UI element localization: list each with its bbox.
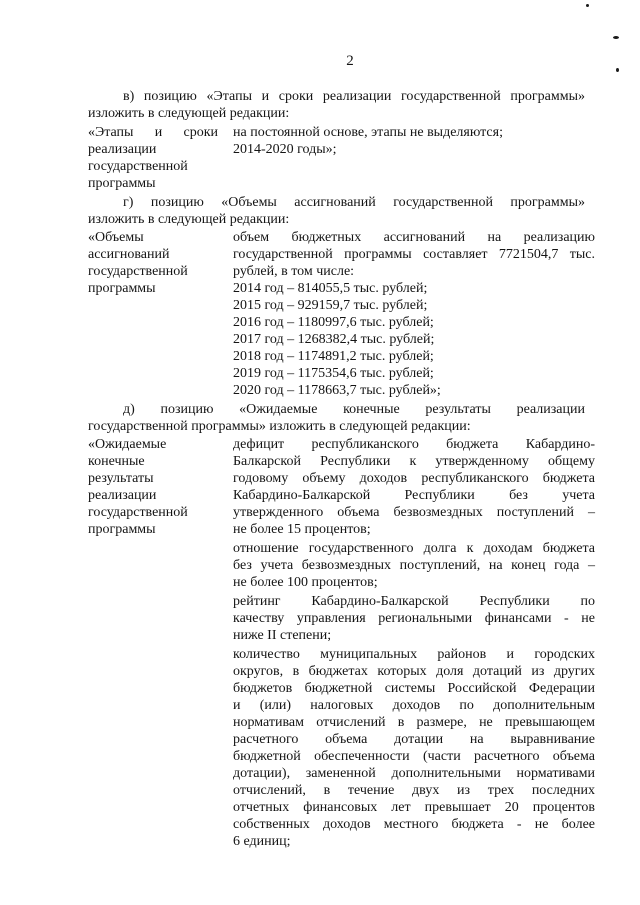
- section-d-value: без учета безвозмездных поступлений, на конец года –: [233, 558, 595, 573]
- section-v-value: 2014-2020 годы»;: [233, 142, 337, 157]
- section-g-label: программы: [88, 281, 156, 296]
- section-d-value: отчетных финансовых лет превышает 20 процентов: [233, 800, 595, 815]
- section-d-value: качеству управления региональными финансами - не: [233, 611, 595, 626]
- section-d-value: дотации), замененной дополнительными нормативами: [233, 766, 595, 781]
- section-d-value: Балкарской Республики к утвержденному общему: [233, 454, 595, 469]
- section-d-label: конечные: [88, 454, 145, 469]
- section-v-label: государственной: [88, 159, 188, 174]
- section-g-value: объем бюджетных ассигнований на реализацию: [233, 230, 595, 245]
- section-g-intro: г) позицию «Объемы ассигнований государственной программы»: [123, 195, 585, 210]
- section-d-value: ниже II степени;: [233, 628, 332, 643]
- section-d-value: отношение государственного долга к доходам бюджета: [233, 541, 595, 556]
- section-d-value: и (или) налоговых доходов по дополнительным: [233, 698, 595, 713]
- section-g-value: рублей, в том числе:: [233, 264, 355, 279]
- section-d-value: Кабардино-Балкарской Республики без учета: [233, 488, 595, 503]
- section-d-value: дефицит республиканского бюджета Кабардино-: [233, 437, 595, 452]
- section-d-value: рейтинг Кабардино-Балкарской Республики по: [233, 594, 595, 609]
- section-g-year-amount: 2018 год – 1174891,2 тыс. рублей;: [233, 349, 434, 364]
- page-number: 2: [346, 53, 354, 69]
- section-g-label: ассигнований: [88, 247, 170, 262]
- section-v-label: реализации: [88, 142, 157, 157]
- section-g-year-amount: 2015 год – 929159,7 тыс. рублей;: [233, 298, 428, 313]
- section-g-year-amount: 2016 год – 1180997,6 тыс. рублей;: [233, 315, 434, 330]
- section-d-value: не более 15 процентов;: [233, 522, 371, 537]
- section-g-value: государственной программы составляет 7721504,7 тыс.: [233, 247, 595, 262]
- section-d-value: собственных доходов местного бюджета - не более: [233, 817, 595, 832]
- section-d-value: отчислений, в течение двух из трех последних: [233, 783, 595, 798]
- section-d-intro: д) позицию «Ожидаемые конечные результаты реализации: [123, 402, 585, 417]
- section-d-intro-cont: государственной программы» изложить в следующей редакции:: [88, 419, 471, 434]
- section-v-intro: в) позицию «Этапы и сроки реализации государственной программы»: [123, 89, 585, 104]
- section-v-label: программы: [88, 176, 156, 191]
- section-d-value: бюджетной обеспеченности (части расчетного объема: [233, 749, 595, 764]
- section-d-label: результаты: [88, 471, 154, 486]
- section-d-value: расчетного объема дотации на выравнивание: [233, 732, 595, 747]
- section-d-value: годовому объему доходов республиканского бюджета: [233, 471, 595, 486]
- section-d-label: реализации: [88, 488, 157, 503]
- section-g-label: государственной: [88, 264, 188, 279]
- section-d-value: утвержденного объема безвозмездных поступлений –: [233, 505, 595, 520]
- section-d-value: 6 единиц;: [233, 834, 291, 849]
- section-d-value: округов, в бюджетах которых доля дотаций из других: [233, 664, 595, 679]
- section-v-label: «Этапы и сроки: [88, 125, 218, 140]
- scan-speck: [613, 36, 619, 39]
- section-d-value: нормативам отчислений в размере, не превышающем: [233, 715, 595, 730]
- section-d-value: бюджетов бюджетной системы Российской Федерации: [233, 681, 595, 696]
- scan-speck: [586, 4, 589, 7]
- section-v-value: на постоянной основе, этапы не выделяются;: [233, 125, 503, 140]
- section-g-year-amount: 2019 год – 1175354,6 тыс. рублей;: [233, 366, 434, 381]
- section-g-year-amount: 2020 год – 1178663,7 тыс. рублей»;: [233, 383, 441, 398]
- section-g-year-amount: 2017 год – 1268382,4 тыс. рублей;: [233, 332, 435, 347]
- scan-speck: [616, 68, 619, 72]
- section-d-value: не более 100 процентов;: [233, 575, 378, 590]
- section-d-label: «Ожидаемые: [88, 437, 167, 452]
- section-g-intro-cont: изложить в следующей редакции:: [88, 212, 290, 227]
- section-d-value: количество муниципальных районов и городских: [233, 647, 595, 662]
- section-d-label: государственной: [88, 505, 188, 520]
- section-v-intro-cont: изложить в следующей редакции:: [88, 106, 290, 121]
- section-d-label: программы: [88, 522, 156, 537]
- section-g-year-amount: 2014 год – 814055,5 тыс. рублей;: [233, 281, 428, 296]
- section-g-label: «Объемы: [88, 230, 144, 245]
